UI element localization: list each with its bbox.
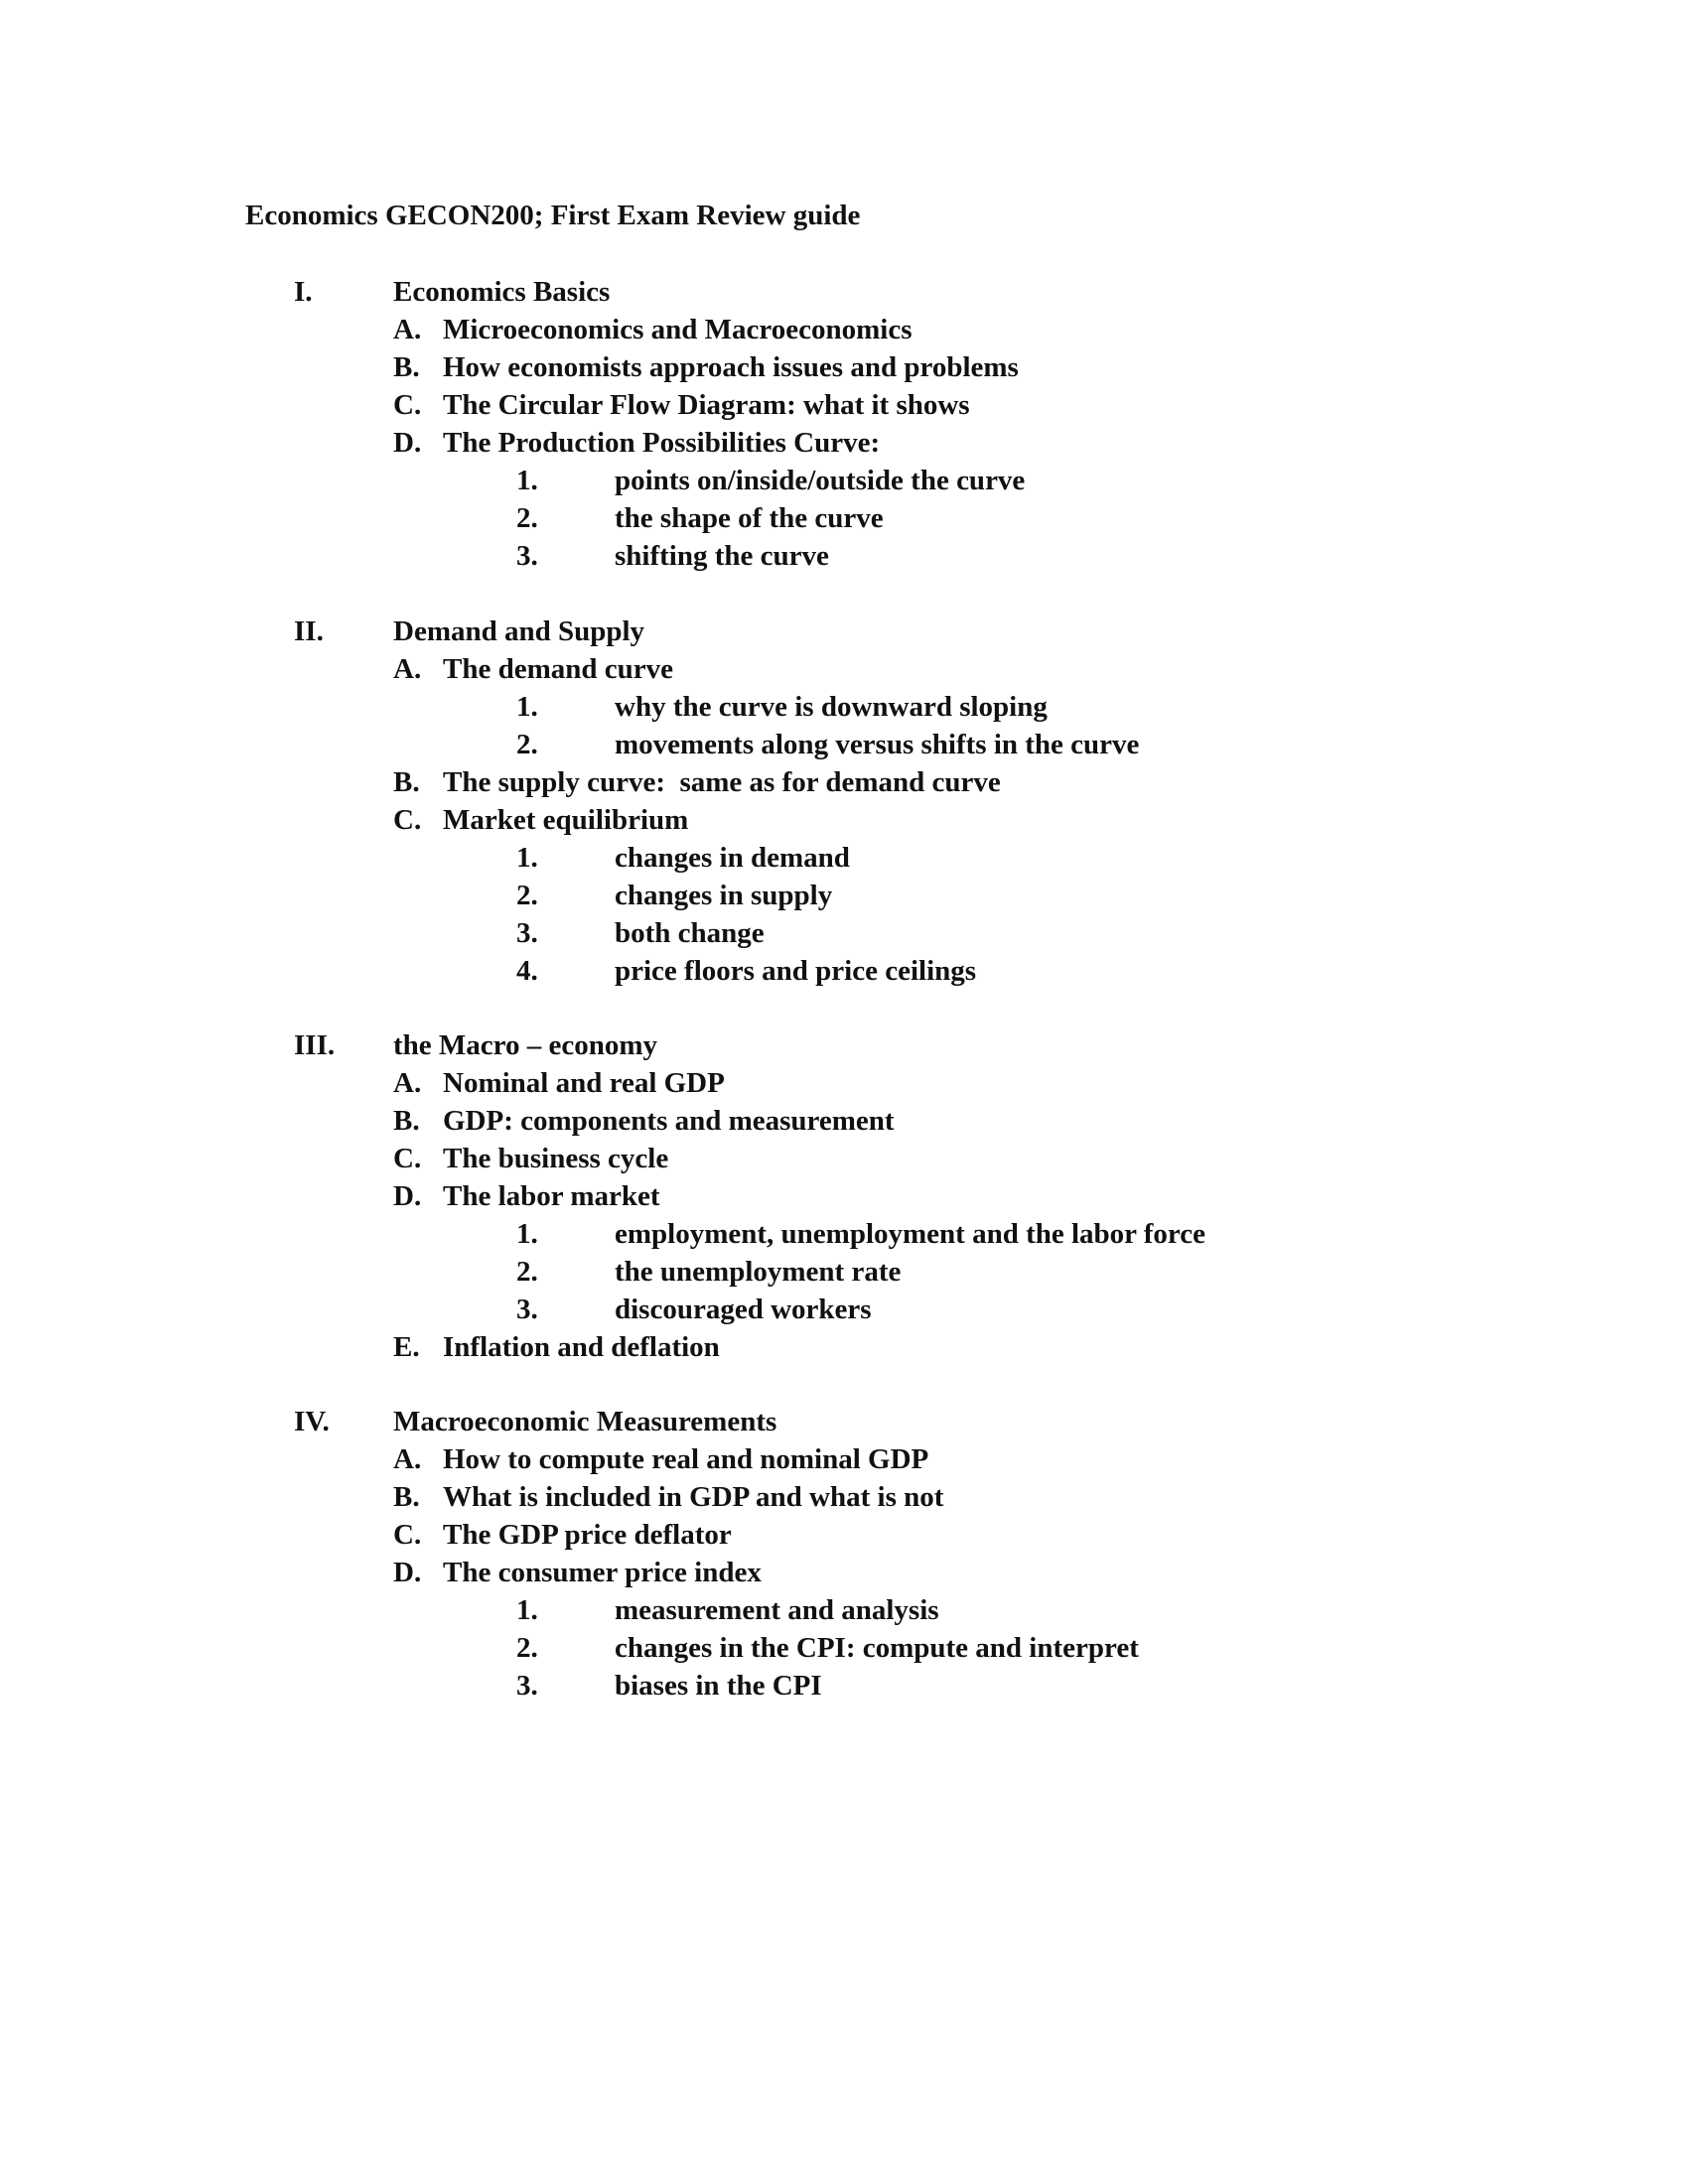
item-letter: A. [393,653,422,685]
subitem-number: 1. [516,1594,538,1626]
section-numeral: IV. [294,1406,330,1437]
subitem-text: biases in the CPI [615,1670,822,1702]
item-letter: B. [393,351,420,383]
subitem-number: 2. [516,729,538,760]
item-letter: B. [393,1481,420,1513]
section-numeral: III. [294,1029,336,1061]
subitem-number: 3. [516,1294,538,1325]
subitem-text: movements along versus shifts in the curve [615,729,1140,760]
item-text: The consumer price index [443,1557,762,1588]
item-letter: B. [393,766,420,798]
section-title: Demand and Supply [393,615,645,647]
section-title: the Macro – economy [393,1029,658,1061]
item-text: The business cycle [443,1143,669,1174]
item-text: How to compute real and nominal GDP [443,1443,929,1475]
item-letter: A. [393,314,422,345]
subitem-number: 1. [516,842,538,874]
subitem-text: measurement and analysis [615,1594,939,1626]
section-title: Economics Basics [393,276,611,308]
subitem-text: changes in the CPI: compute and interpret [615,1632,1139,1664]
item-text: The Circular Flow Diagram: what it shows [443,389,970,421]
subitem-number: 2. [516,1632,538,1664]
subitem-text: changes in supply [615,880,833,911]
item-letter: C. [393,1143,422,1174]
subitem-text: why the curve is downward sloping [615,691,1048,723]
item-letter: C. [393,804,422,836]
item-letter: A. [393,1067,422,1099]
item-text: The Production Possibilities Curve: [443,427,881,459]
subitem-text: shifting the curve [615,540,829,572]
item-text: Nominal and real GDP [443,1067,725,1099]
subitem-text: the unemployment rate [615,1256,902,1288]
section-numeral: I. [294,276,313,308]
item-letter: E. [393,1331,420,1363]
subitem-number: 1. [516,1218,538,1250]
item-letter: C. [393,389,422,421]
subitem-number: 1. [516,691,538,723]
subitem-number: 2. [516,1256,538,1288]
subitem-number: 3. [516,540,538,572]
item-text: GDP: components and measurement [443,1105,895,1137]
item-text: What is included in GDP and what is not [443,1481,944,1513]
item-letter: C. [393,1519,422,1551]
subitem-text: employment, unemployment and the labor force [615,1218,1206,1250]
subitem-text: points on/inside/outside the curve [615,465,1026,496]
item-text: The GDP price deflator [443,1519,732,1551]
subitem-number: 1. [516,465,538,496]
item-letter: D. [393,1180,422,1212]
item-text: Market equilibrium [443,804,689,836]
item-letter: D. [393,427,422,459]
section-title: Macroeconomic Measurements [393,1406,777,1437]
item-text: The demand curve [443,653,673,685]
item-letter: B. [393,1105,420,1137]
subitem-number: 3. [516,917,538,949]
document-title: Economics GECON200; First Exam Review guide [245,200,861,231]
subitem-number: 2. [516,880,538,911]
subitem-number: 4. [516,955,538,987]
subitem-text: the shape of the curve [615,502,884,534]
item-text: Inflation and deflation [443,1331,720,1363]
item-text: The labor market [443,1180,660,1212]
subitem-text: both change [615,917,765,949]
subitem-number: 3. [516,1670,538,1702]
subitem-text: price floors and price ceilings [615,955,977,987]
item-text: How economists approach issues and problems [443,351,1019,383]
subitem-number: 2. [516,502,538,534]
section-numeral: II. [294,615,324,647]
item-letter: D. [393,1557,422,1588]
item-letter: A. [393,1443,422,1475]
item-text: Microeconomics and Macroeconomics [443,314,913,345]
subitem-text: discouraged workers [615,1294,872,1325]
subitem-text: changes in demand [615,842,850,874]
item-text: The supply curve: same as for demand curve [443,766,1001,798]
